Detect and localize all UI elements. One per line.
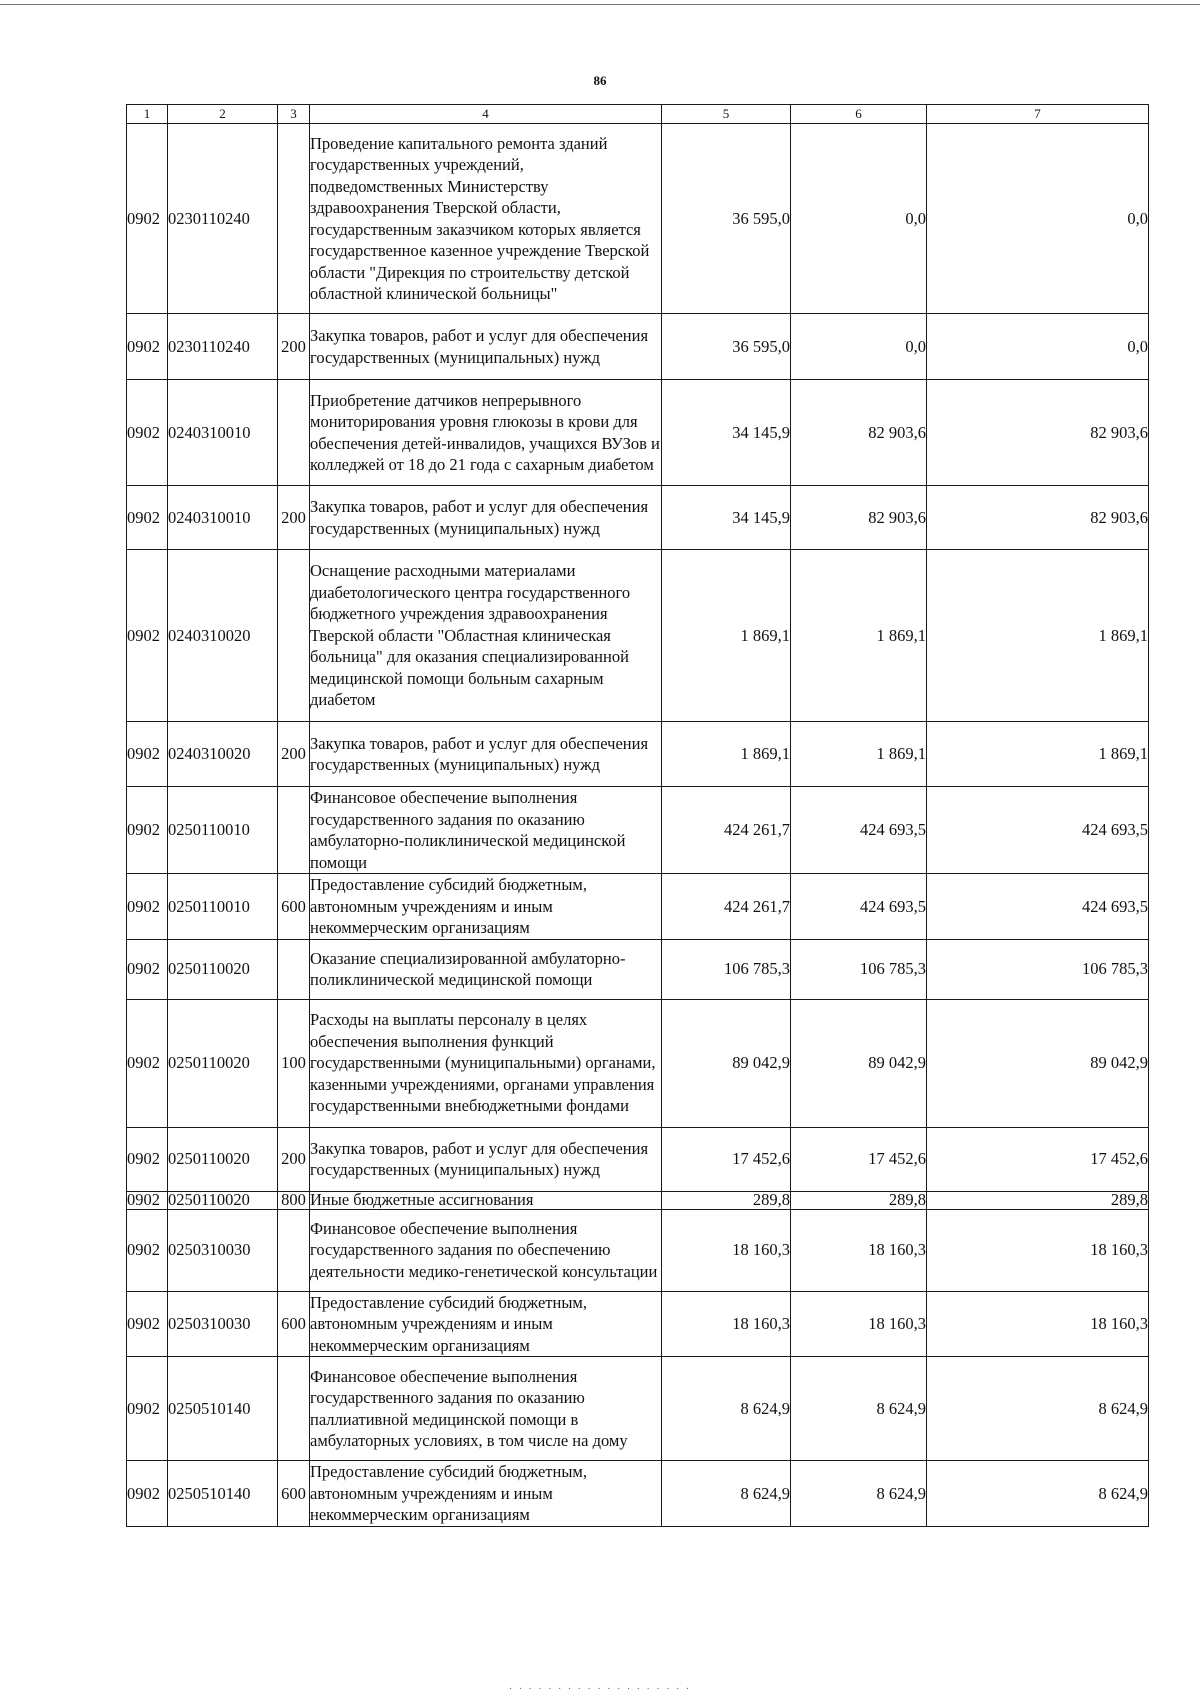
amount-column-7: 424 693,5 xyxy=(927,874,1149,940)
expense-type-code: 200 xyxy=(278,486,310,550)
amount-column-7: 18 160,3 xyxy=(927,1291,1149,1357)
expense-name: Финансовое обеспечение выполнения государственного задания по оказанию паллиативной медицинской помощи в амбулаторных условиях, в том числе на дому xyxy=(310,1357,662,1461)
section-code: 0902 xyxy=(127,1191,168,1209)
amount-column-7: 0,0 xyxy=(927,124,1149,314)
section-code: 0902 xyxy=(127,874,168,940)
expense-type-code: 200 xyxy=(278,1127,310,1191)
amount-column-5: 289,8 xyxy=(662,1191,791,1209)
section-code: 0902 xyxy=(127,314,168,380)
amount-column-5: 8 624,9 xyxy=(662,1461,791,1527)
table-row xyxy=(127,1461,1149,1527)
target-article-code: 0230110240 xyxy=(168,314,278,380)
table-row xyxy=(127,874,1149,940)
expense-type-code: 600 xyxy=(278,874,310,940)
amount-column-5: 424 261,7 xyxy=(662,787,791,874)
expense-type-code: 600 xyxy=(278,1291,310,1357)
expense-type-code: 100 xyxy=(278,999,310,1127)
expense-type-code: 200 xyxy=(278,314,310,380)
expense-type-code xyxy=(278,124,310,314)
section-code: 0902 xyxy=(127,722,168,787)
table-row xyxy=(127,380,1149,486)
target-article-code: 0250110020 xyxy=(168,999,278,1127)
amount-column-7: 289,8 xyxy=(927,1191,1149,1209)
expense-type-code xyxy=(278,787,310,874)
amount-column-5: 34 145,9 xyxy=(662,486,791,550)
table-row xyxy=(127,787,1149,874)
expense-type-code xyxy=(278,380,310,486)
expense-name: Закупка товаров, работ и услуг для обеспечения государственных (муниципальных) нужд xyxy=(310,1127,662,1191)
target-article-code: 0250110010 xyxy=(168,787,278,874)
expense-name: Расходы на выплаты персоналу в целях обеспечения выполнения функций государственными (муниципальными) органами, казенными учреждениями, органами управления государственными внебюджетными фондами xyxy=(310,999,662,1127)
amount-column-5: 17 452,6 xyxy=(662,1127,791,1191)
table-row xyxy=(127,550,1149,722)
amount-column-7: 82 903,6 xyxy=(927,486,1149,550)
column-header: 1 xyxy=(127,105,168,124)
expense-type-code xyxy=(278,939,310,999)
amount-column-6: 82 903,6 xyxy=(791,486,927,550)
expense-name: Предоставление субсидий бюджетным, автономным учреждениям и иным некоммерческим организациям xyxy=(310,874,662,940)
target-article-code: 0230110240 xyxy=(168,124,278,314)
amount-column-6: 1 869,1 xyxy=(791,722,927,787)
amount-column-5: 36 595,0 xyxy=(662,314,791,380)
amount-column-6: 8 624,9 xyxy=(791,1461,927,1527)
table-row xyxy=(127,1357,1149,1461)
expense-name: Проведение капитального ремонта зданий государственных учреждений, подведомственных Министерству здравоохранения Тверской области, государственным заказчиком которых является государственное казенное учреждение Тверской области "Дирекция по строительству детской областной клинической больницы" xyxy=(310,124,662,314)
amount-column-7: 18 160,3 xyxy=(927,1209,1149,1291)
expense-name: Закупка товаров, работ и услуг для обеспечения государственных (муниципальных) нужд xyxy=(310,314,662,380)
target-article-code: 0240310020 xyxy=(168,722,278,787)
amount-column-6: 18 160,3 xyxy=(791,1209,927,1291)
amount-column-5: 106 785,3 xyxy=(662,939,791,999)
amount-column-5: 34 145,9 xyxy=(662,380,791,486)
section-code: 0902 xyxy=(127,999,168,1127)
amount-column-7: 8 624,9 xyxy=(927,1461,1149,1527)
amount-column-6: 17 452,6 xyxy=(791,1127,927,1191)
amount-column-6: 106 785,3 xyxy=(791,939,927,999)
budget-table xyxy=(126,104,1149,1527)
table-row xyxy=(127,486,1149,550)
table-row xyxy=(127,1209,1149,1291)
amount-column-5: 8 624,9 xyxy=(662,1357,791,1461)
section-code: 0902 xyxy=(127,1291,168,1357)
amount-column-6: 289,8 xyxy=(791,1191,927,1209)
section-code: 0902 xyxy=(127,124,168,314)
table-row xyxy=(127,1191,1149,1209)
target-article-code: 0250510140 xyxy=(168,1357,278,1461)
amount-column-6: 18 160,3 xyxy=(791,1291,927,1357)
column-header: 2 xyxy=(168,105,278,124)
amount-column-7: 1 869,1 xyxy=(927,722,1149,787)
page-number: 86 xyxy=(593,73,607,88)
amount-column-6: 424 693,5 xyxy=(791,787,927,874)
expense-type-code: 600 xyxy=(278,1461,310,1527)
expense-name: Закупка товаров, работ и услуг для обеспечения государственных (муниципальных) нужд xyxy=(310,722,662,787)
amount-column-7: 0,0 xyxy=(927,314,1149,380)
expense-type-code xyxy=(278,1357,310,1461)
amount-column-7: 1 869,1 xyxy=(927,550,1149,722)
column-header: 7 xyxy=(927,105,1149,124)
amount-column-6: 8 624,9 xyxy=(791,1357,927,1461)
amount-column-5: 18 160,3 xyxy=(662,1209,791,1291)
amount-column-6: 89 042,9 xyxy=(791,999,927,1127)
column-header: 5 xyxy=(662,105,791,124)
scan-footer-artifact: · · · · · · · · · · · · · · · · · · · xyxy=(508,1684,692,1695)
amount-column-5: 424 261,7 xyxy=(662,874,791,940)
table-row xyxy=(127,124,1149,314)
target-article-code: 0250110020 xyxy=(168,939,278,999)
amount-column-5: 1 869,1 xyxy=(662,722,791,787)
column-number-row xyxy=(127,105,1149,124)
column-header: 3 xyxy=(278,105,310,124)
expense-name: Оснащение расходными материалами диабетологического центра государственного бюджетного учреждения здравоохранения Тверской области "Областная клиническая больница" для оказания специализированной медицинской помощи больным сахарным диабетом xyxy=(310,550,662,722)
amount-column-6: 0,0 xyxy=(791,124,927,314)
section-code: 0902 xyxy=(127,380,168,486)
scan-top-edge xyxy=(0,4,1200,5)
amount-column-5: 36 595,0 xyxy=(662,124,791,314)
table-row xyxy=(127,1127,1149,1191)
table-row xyxy=(127,939,1149,999)
expense-name: Приобретение датчиков непрерывного мониторирования уровня глюкозы в крови для обеспечения детей-инвалидов, учащихся ВУЗов и колледжей от 18 до 21 года с сахарным диабетом xyxy=(310,380,662,486)
table-row xyxy=(127,314,1149,380)
amount-column-7: 82 903,6 xyxy=(927,380,1149,486)
expense-name: Предоставление субсидий бюджетным, автономным учреждениям и иным некоммерческим организациям xyxy=(310,1291,662,1357)
amount-column-6: 82 903,6 xyxy=(791,380,927,486)
expense-type-code: 200 xyxy=(278,722,310,787)
target-article-code: 0250510140 xyxy=(168,1461,278,1527)
target-article-code: 0250110020 xyxy=(168,1127,278,1191)
expense-name: Предоставление субсидий бюджетным, автономным учреждениям и иным некоммерческим организациям xyxy=(310,1461,662,1527)
amount-column-7: 424 693,5 xyxy=(927,787,1149,874)
expense-name: Иные бюджетные ассигнования xyxy=(310,1191,662,1209)
amount-column-5: 1 869,1 xyxy=(662,550,791,722)
section-code: 0902 xyxy=(127,550,168,722)
column-header: 4 xyxy=(310,105,662,124)
section-code: 0902 xyxy=(127,1209,168,1291)
section-code: 0902 xyxy=(127,939,168,999)
expense-name: Финансовое обеспечение выполнения государственного задания по оказанию амбулаторно-поликлинической медицинской помощи xyxy=(310,787,662,874)
amount-column-6: 0,0 xyxy=(791,314,927,380)
target-article-code: 0250110010 xyxy=(168,874,278,940)
expense-type-code xyxy=(278,550,310,722)
section-code: 0902 xyxy=(127,1461,168,1527)
amount-column-6: 424 693,5 xyxy=(791,874,927,940)
target-article-code: 0250310030 xyxy=(168,1209,278,1291)
section-code: 0902 xyxy=(127,1357,168,1461)
target-article-code: 0240310020 xyxy=(168,550,278,722)
table-row xyxy=(127,722,1149,787)
table-row xyxy=(127,1291,1149,1357)
amount-column-7: 8 624,9 xyxy=(927,1357,1149,1461)
target-article-code: 0240310010 xyxy=(168,486,278,550)
expense-name: Оказание специализированной амбулаторно-поликлинической медицинской помощи xyxy=(310,939,662,999)
amount-column-6: 1 869,1 xyxy=(791,550,927,722)
section-code: 0902 xyxy=(127,486,168,550)
amount-column-7: 106 785,3 xyxy=(927,939,1149,999)
section-code: 0902 xyxy=(127,787,168,874)
expense-type-code: 800 xyxy=(278,1191,310,1209)
target-article-code: 0250310030 xyxy=(168,1291,278,1357)
amount-column-5: 89 042,9 xyxy=(662,999,791,1127)
target-article-code: 0240310010 xyxy=(168,380,278,486)
section-code: 0902 xyxy=(127,1127,168,1191)
amount-column-7: 89 042,9 xyxy=(927,999,1149,1127)
table-row xyxy=(127,999,1149,1127)
expense-type-code xyxy=(278,1209,310,1291)
amount-column-5: 18 160,3 xyxy=(662,1291,791,1357)
amount-column-7: 17 452,6 xyxy=(927,1127,1149,1191)
expense-name: Финансовое обеспечение выполнения государственного задания по обеспечению деятельности медико-генетической консультации xyxy=(310,1209,662,1291)
expense-name: Закупка товаров, работ и услуг для обеспечения государственных (муниципальных) нужд xyxy=(310,486,662,550)
target-article-code: 0250110020 xyxy=(168,1191,278,1209)
column-header: 6 xyxy=(791,105,927,124)
